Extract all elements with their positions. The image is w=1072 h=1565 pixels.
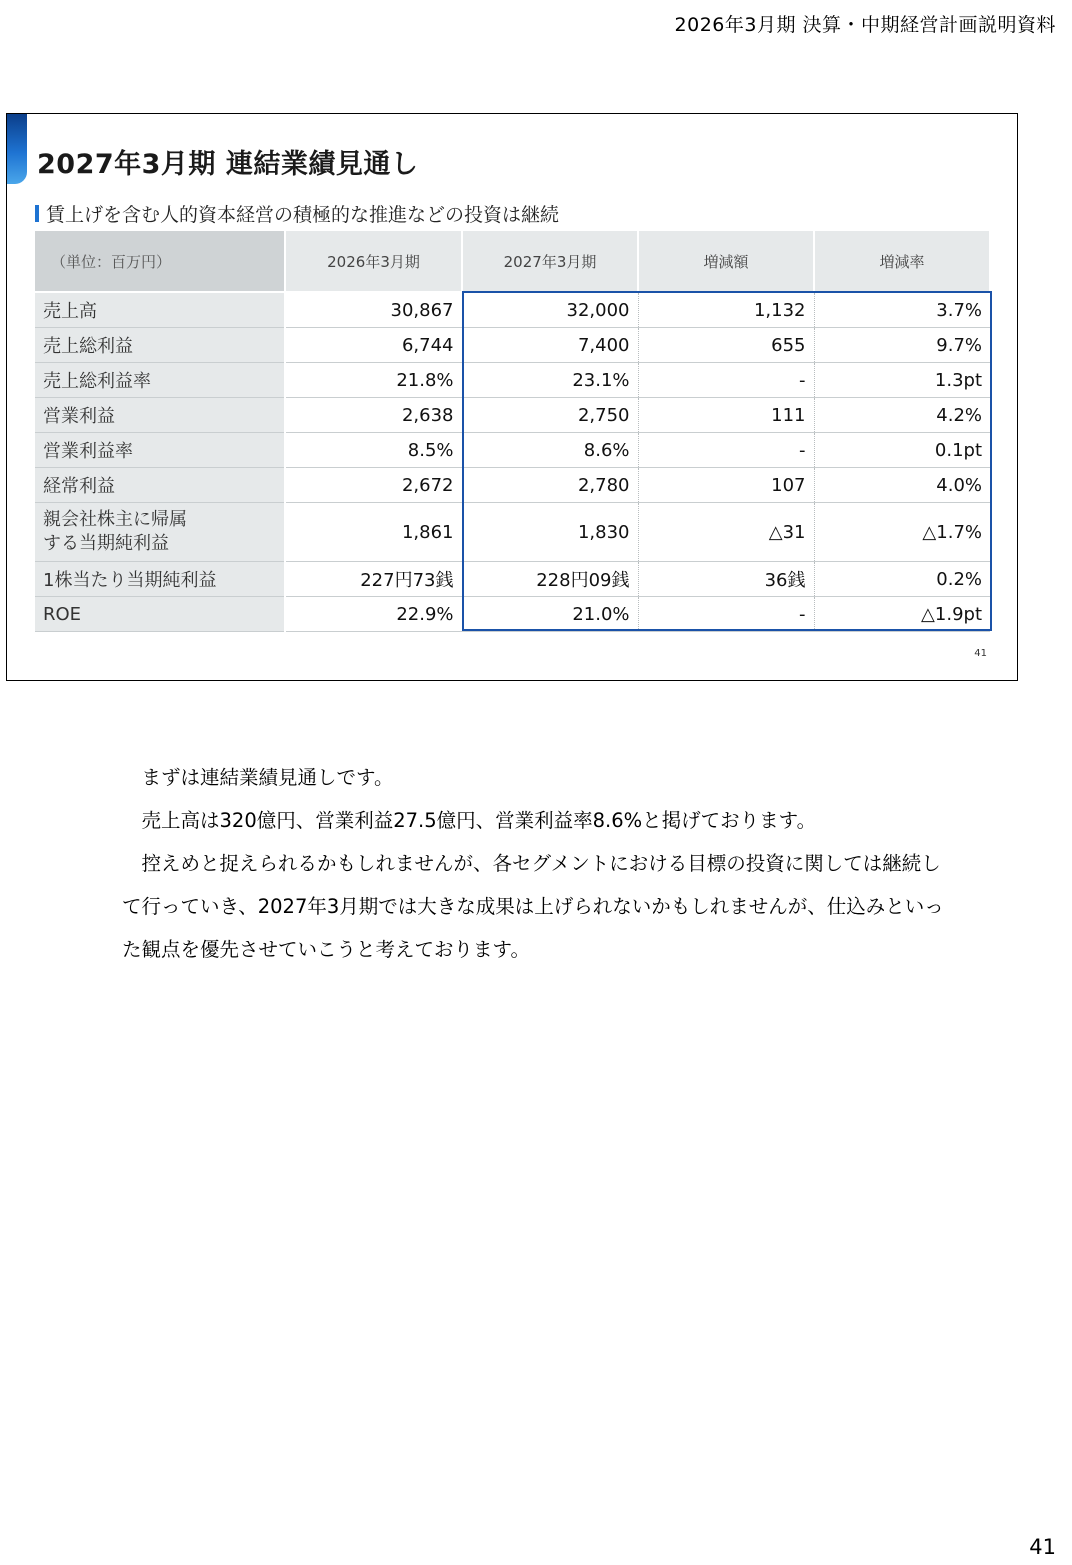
cell-value: 228円09銭 (462, 562, 638, 597)
table-row (35, 363, 990, 398)
row-label: 経常利益 (35, 468, 285, 503)
cell-value: 227円73銭 (285, 562, 462, 597)
slide-subtitle (35, 200, 559, 227)
header-change-rate: 増減率 (814, 231, 990, 292)
notes-paragraph: 控えめと捉えられるかもしれませんが、各セグメントにおける目標の投資に関しては継続して行っていき、2027年3月期では大きな成果は上げられないかもしれませんが、仕込みといった観点を優先させていこうと考えております。 (122, 852, 944, 961)
cell-value: - (638, 597, 814, 632)
row-label: 親会社株主に帰属 する当期純利益 (35, 503, 285, 562)
cell-value: 2,750 (462, 398, 638, 433)
cell-value: 4.0% (814, 468, 990, 503)
slide-page-number: 41 (974, 648, 987, 659)
cell-value: 0.1pt (814, 433, 990, 468)
table-row (35, 292, 990, 328)
row-label: 営業利益 (35, 398, 285, 433)
cell-value: 107 (638, 468, 814, 503)
cell-value: △1.7% (814, 503, 990, 562)
cell-value: 2,672 (285, 468, 462, 503)
cell-value: 3.7% (814, 292, 990, 328)
cell-value: 8.6% (462, 433, 638, 468)
cell-value: 6,744 (285, 328, 462, 363)
cell-value: 1,132 (638, 292, 814, 328)
cell-value: 111 (638, 398, 814, 433)
row-label: 売上総利益率 (35, 363, 285, 398)
table-row (35, 468, 990, 503)
cell-value: △1.9pt (814, 597, 990, 632)
cell-value: 21.8% (285, 363, 462, 398)
cell-value: 2,780 (462, 468, 638, 503)
forecast-table (35, 231, 991, 632)
header-fy2027: 2027年3月期 (462, 231, 638, 292)
notes-paragraph: まずは連結業績見通しです。 (122, 766, 394, 789)
page-number: 41 (1029, 1535, 1056, 1559)
cell-value: 1,830 (462, 503, 638, 562)
table-row (35, 398, 990, 433)
cell-value: 1.3pt (814, 363, 990, 398)
cell-value: 4.2% (814, 398, 990, 433)
cell-value: 36銭 (638, 562, 814, 597)
cell-value: 32,000 (462, 292, 638, 328)
table-row (35, 433, 990, 468)
cell-value: 655 (638, 328, 814, 363)
table-row (35, 562, 990, 597)
subtitle-bullet-bar (35, 205, 39, 222)
table-row (35, 597, 990, 632)
table-header-row (35, 231, 990, 292)
cell-value: 7,400 (462, 328, 638, 363)
cell-value: 1,861 (285, 503, 462, 562)
cell-value: 2,638 (285, 398, 462, 433)
header-fy2026: 2026年3月期 (285, 231, 462, 292)
cell-value: - (638, 433, 814, 468)
header-change-amount: 増減額 (638, 231, 814, 292)
cell-value: 30,867 (285, 292, 462, 328)
cell-value: 9.7% (814, 328, 990, 363)
notes-paragraph: 売上高は320億円、営業利益27.5億円、営業利益率8.6%と掲げております。 (122, 809, 817, 832)
slide-subtitle-text: 賃上げを含む人的資本経営の積極的な推進などの投資は継続 (46, 204, 560, 226)
speaker-notes (122, 756, 952, 971)
cell-value: 21.0% (462, 597, 638, 632)
cell-value: 22.9% (285, 597, 462, 632)
cell-value: 0.2% (814, 562, 990, 597)
cell-value: 23.1% (462, 363, 638, 398)
header-unit: （単位：百万円） (35, 231, 285, 292)
row-label: 売上総利益 (35, 328, 285, 363)
cell-value: 8.5% (285, 433, 462, 468)
row-label: 営業利益率 (35, 433, 285, 468)
row-label: 売上高 (35, 292, 285, 328)
row-label: ROE (35, 597, 285, 632)
table-row (35, 503, 990, 562)
slide-accent-bar (7, 114, 27, 184)
table-row (35, 328, 990, 363)
row-label: 1株当たり当期純利益 (35, 562, 285, 597)
cell-value: △31 (638, 503, 814, 562)
slide (6, 113, 1018, 681)
document-header: 2026年3月期 決算・中期経営計画説明資料 (674, 14, 1056, 36)
cell-value: - (638, 363, 814, 398)
slide-title: 2027年3月期 連結業績見通し (37, 149, 419, 180)
